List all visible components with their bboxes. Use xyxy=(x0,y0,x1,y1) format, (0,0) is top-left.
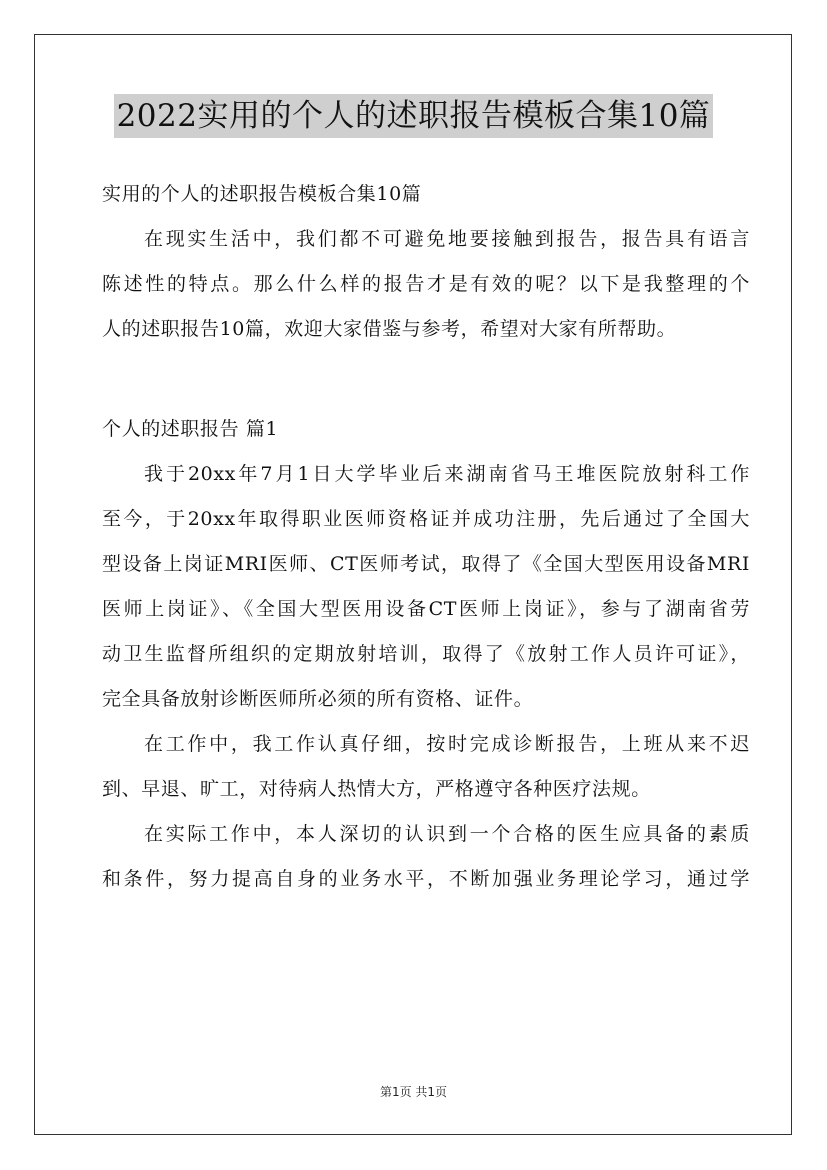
document-subtitle: 实用的个人的述职报告模板合集10篇 xyxy=(102,183,422,205)
text-line: 和条件，努力提高自身的业务水平，不断加强业务理论学习，通过学 xyxy=(102,868,750,890)
text-line: 在现实生活中，我们都不可避免地要接触到报告，报告具有语言 xyxy=(144,228,750,250)
paragraph-3 xyxy=(102,812,750,902)
text-line: 在实际工作中，本人深切的认识到一个合格的医生应具备的素质 xyxy=(144,823,750,845)
text-line: 人的述职报告10篇，欢迎大家借鉴与参考，希望对大家有所帮助。 xyxy=(102,318,677,340)
paragraph-2 xyxy=(102,722,750,812)
intro-paragraph xyxy=(102,217,750,352)
section-heading: 个人的述职报告 篇1 xyxy=(102,418,279,440)
document-body xyxy=(102,172,750,902)
text-line: 动卫生监督所组织的定期放射培训，取得了《放射工作人员许可证》， xyxy=(102,643,750,665)
page-number: 第1页 共1页 xyxy=(379,1085,448,1099)
text-line: 陈述性的特点。那么什么样的报告才是有效的呢？以下是我整理的个 xyxy=(102,273,750,295)
text-line: 到、早退、旷工，对待病人热情大方，严格遵守各种医疗法规。 xyxy=(102,778,651,800)
title-container xyxy=(0,94,827,138)
section-spacer xyxy=(102,352,750,407)
text-line: 型设备上岗证MRI医师、CT医师考试，取得了《全国大型医用设备MRI xyxy=(102,553,750,575)
text-line: 至今，于20xx年取得职业医师资格证并成功注册，先后通过了全国大 xyxy=(102,508,750,530)
text-line: 在工作中，我工作认真仔细，按时完成诊断报告，上班从来不迟 xyxy=(144,733,750,755)
text-line: 我于20xx年7月1日大学毕业后来湖南省马王堆医院放射科工作 xyxy=(144,463,750,485)
text-line: 完全具备放射诊断医师所必须的所有资格、证件。 xyxy=(102,688,534,710)
text-line: 医师上岗证》、《全国大型医用设备CT医师上岗证》，参与了湖南省劳 xyxy=(102,598,750,620)
document-title: 2022实用的个人的述职报告模板合集10篇 xyxy=(114,94,714,138)
paragraph-1 xyxy=(102,452,750,722)
